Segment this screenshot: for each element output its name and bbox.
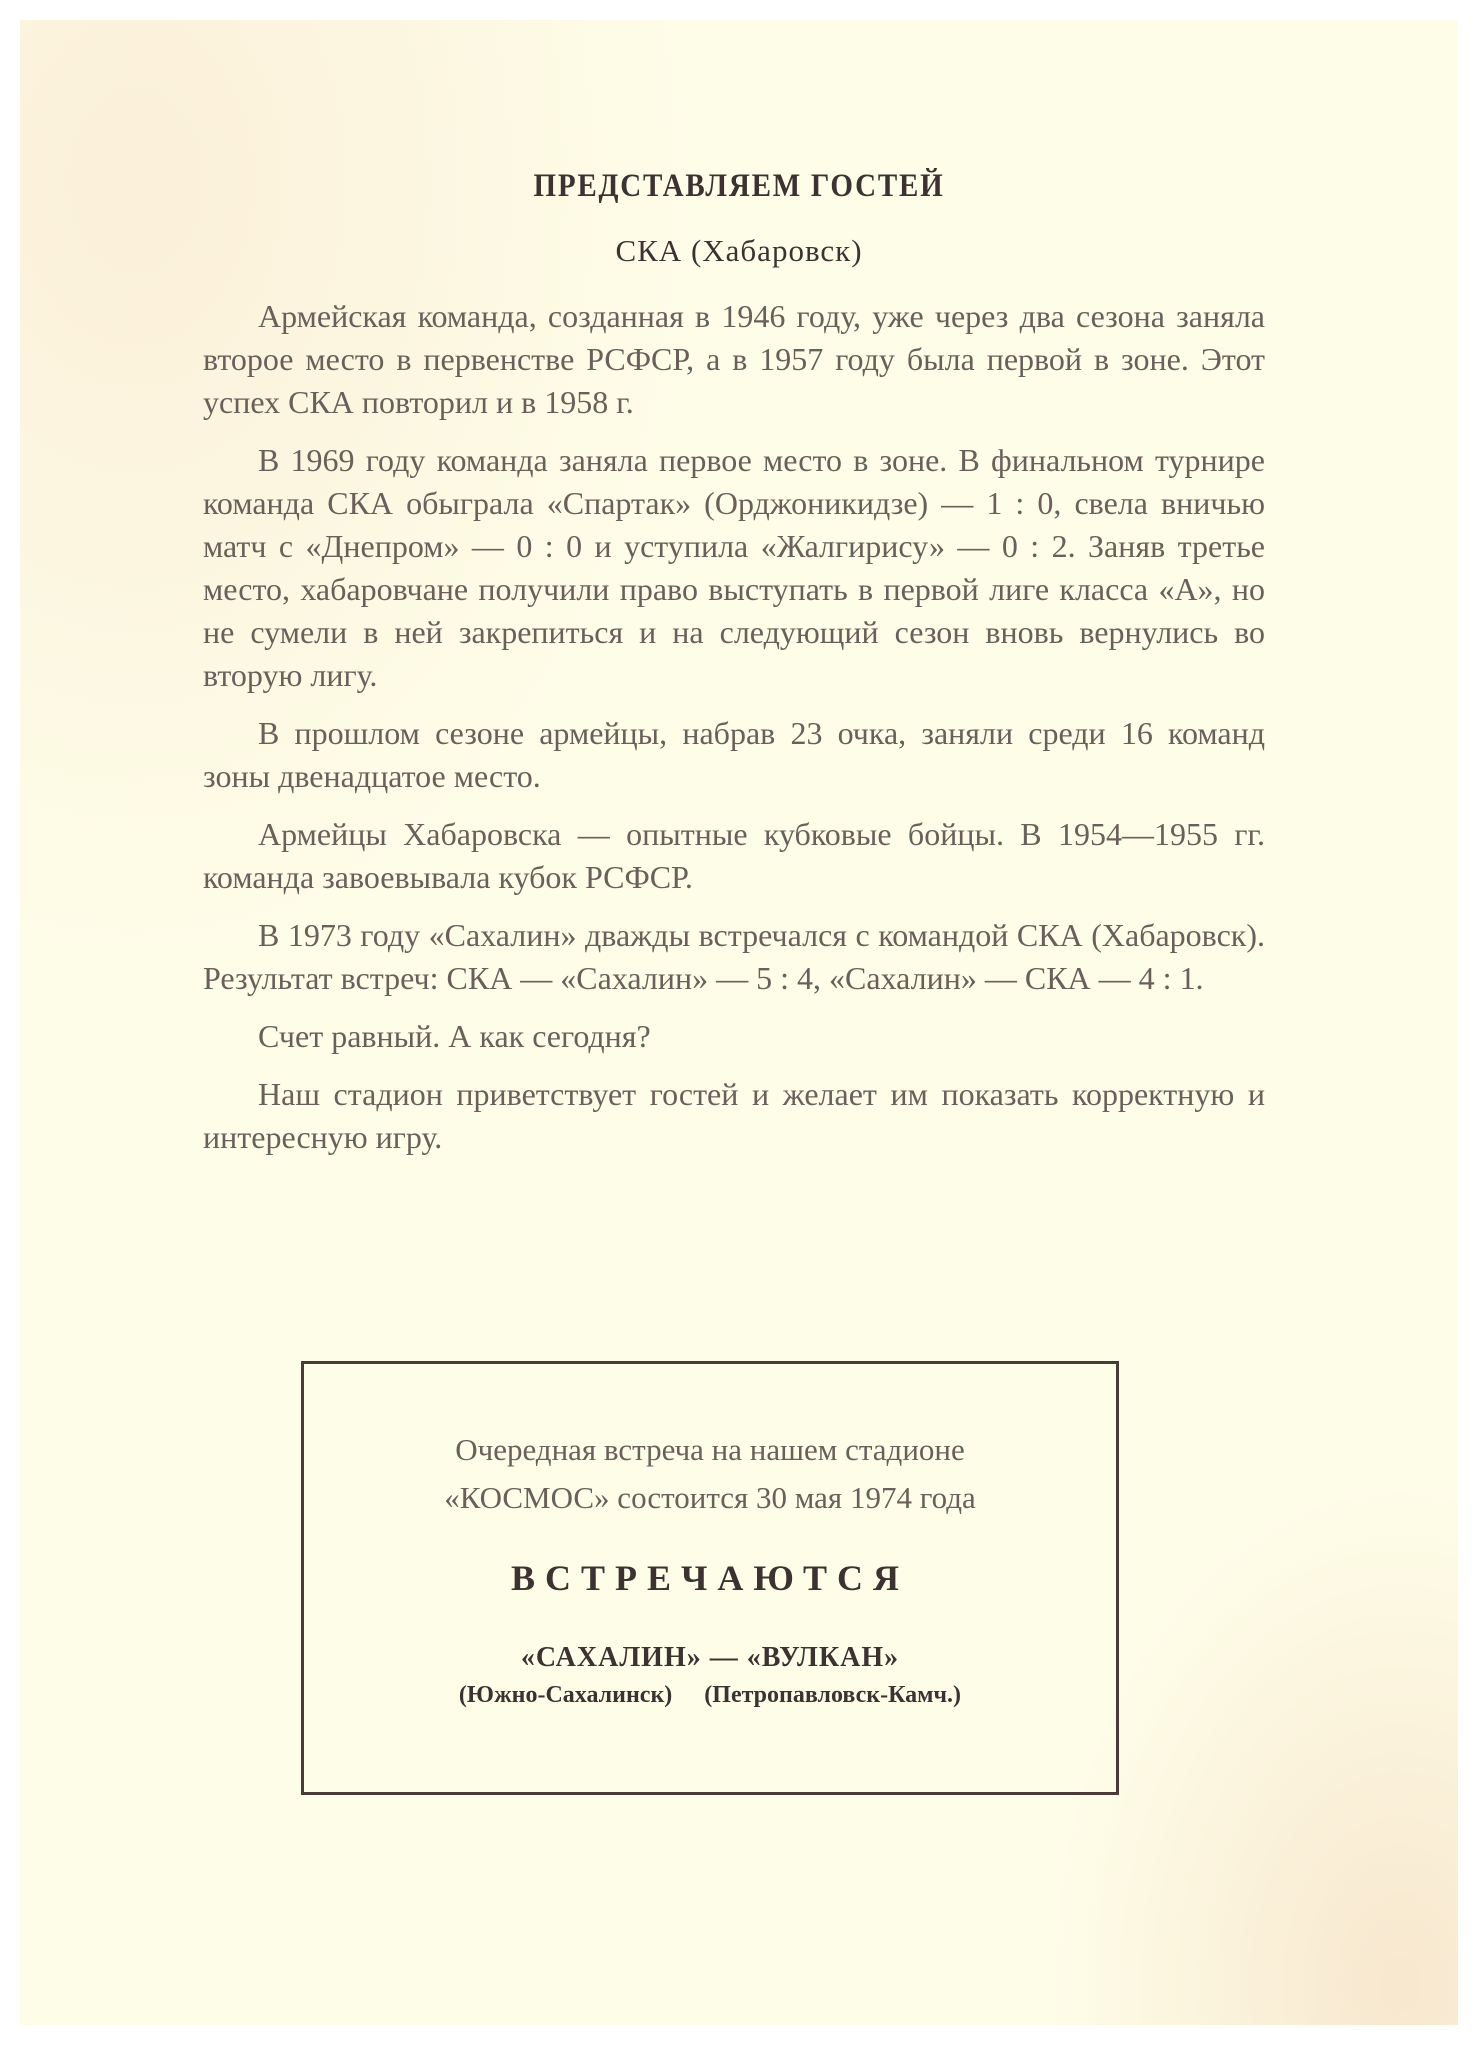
paragraph-question: Счет равный. А как сегодня? [258, 1018, 651, 1054]
away-city: (Петропавловск-Камч.) [704, 1682, 962, 1708]
article-subtitle: СКА (Хабаровск) [615, 233, 863, 268]
paper-page [20, 20, 1458, 2025]
paragraph-cup: Армейцы Хабаровска — опытные кубковые бойцы. В 1954—1955 гг. команда завоевывала кубок РСФСР. [203, 816, 1265, 895]
next-match-line-1: Очередная встреча на нашем стадионе [455, 1432, 965, 1467]
next-match-intro [304, 1426, 1116, 1522]
home-city: (Южно-Сахалинск) [458, 1682, 673, 1708]
article-body [203, 295, 1265, 1174]
next-match-cities [304, 1682, 1116, 1709]
paragraph-1969: В 1969 году команда заняла первое место в зоне. В финальном турнире команда СКА обыграла «Спартак» (Орджоникидзе) — 1 : 0, свела вничью матч с «Днепром» — 0 : 0 и уступила «Жалгирису» — 0 : 2. Заняв третье место, хабаровчане получили право выступать в первой лиге класса «А», но не сумели в ней закрепиться и на следующий сезон вновь вернулись во вторую лигу. [203, 442, 1265, 693]
next-match-announcement-box [301, 1361, 1119, 1795]
paragraph-history: Армейская команда, созданная в 1946 году, уже через два сезона заняла второе место в первенстве РСФСР, а в 1957 году была первой в зоне. Этот успех СКА повторил и в 1958 г. [203, 298, 1265, 420]
paragraph-welcome: Наш стадион приветствует гостей и желает им показать корректную и интересную игру. [203, 1076, 1265, 1155]
next-match-heading: ВСТРЕЧАЮТСЯ [510, 1558, 910, 1598]
next-match-line-2: «КОСМОС» состоится 30 мая 1974 года [444, 1480, 976, 1515]
paragraph-1973: В 1973 году «Сахалин» дважды встречался с командой СКА (Хабаровск). Результат встреч: СКА — «Сахалин» — 5 : 4, «Сахалин» — СКА — 4 : 1. [203, 917, 1265, 996]
paragraph-last-season: В прошлом сезоне армейцы, набрав 23 очка, заняли среди 16 команд зоны двенадцатое место. [203, 715, 1265, 794]
next-match-teams: «САХАЛИН» — «ВУЛКАН» [520, 1642, 900, 1673]
article-title: ПРЕДСТАВЛЯЕМ ГОСТЕЙ [533, 168, 945, 204]
